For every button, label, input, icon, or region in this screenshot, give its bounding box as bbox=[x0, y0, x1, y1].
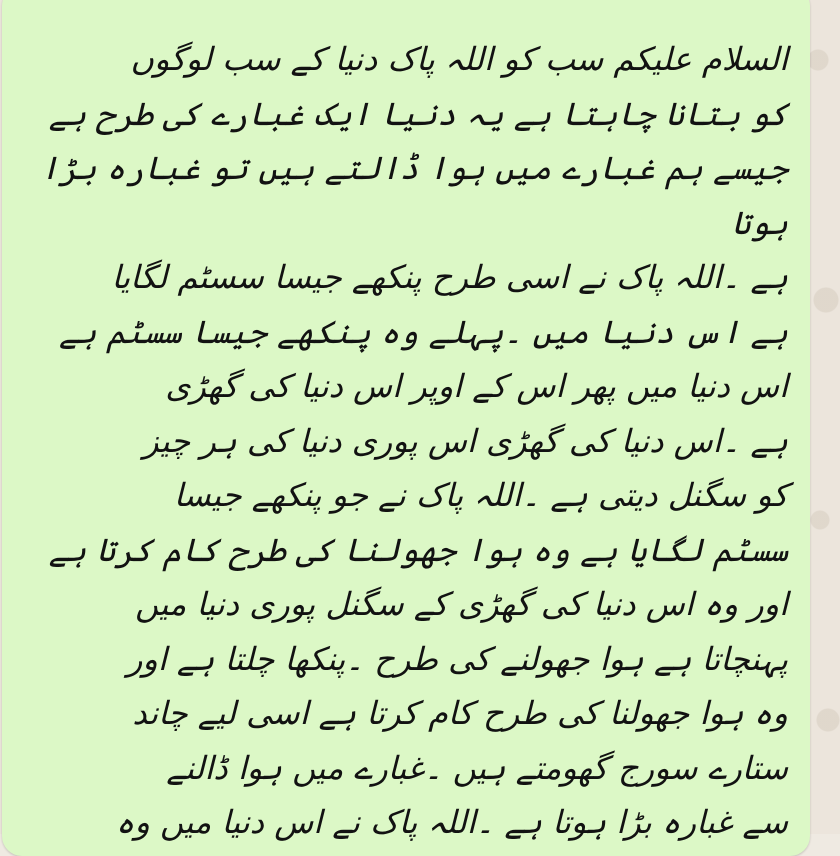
message-line: اور وہ اس دنیا کی گھڑی کے سگنل پوری دنیا میں bbox=[135, 585, 788, 623]
message-line: سے غبارہ بڑا ہوتا ہے ۔اللہ پاک نے اس دنیا میں وہ bbox=[115, 803, 788, 841]
message-line: ستارے سورج گھومتے ہیں ۔غبارے میں ہوا ڈالنے bbox=[166, 748, 788, 787]
message-line: اس دنیا میں پھر اس کے اوپر اس دنیا کی گھڑی bbox=[165, 367, 788, 405]
message-line: کو بتانا چاہتا ہے یہ دنیا ایک غبارے کی طرح ہے bbox=[48, 94, 788, 133]
message-line: جیسے ہم غبارے میں ہوا ڈالتے ہیں تو غبارہ بڑا ہوتا bbox=[40, 149, 788, 242]
message-line: ہے ۔اس دنیا کی گھڑی اس پوری دنیا کی ہر چیز bbox=[143, 421, 788, 460]
message-line: ہے اس دنیا میں ۔پہلے وہ پنکھے جیسا سسٹم ہے bbox=[58, 312, 788, 351]
message-line: پہنچاتا ہے ہوا جھولنے کی طرح ۔پنکھا چلتا ہے اور bbox=[126, 639, 788, 678]
message-text bbox=[36, 32, 788, 850]
message-line: السلام علیکم سب کو اللہ پاک دنیا کے سب لوگوں bbox=[130, 40, 788, 78]
message-line: وہ ہوا جھولنا کی طرح کام کرتا ہے اسی لیے چاند bbox=[132, 694, 788, 732]
incoming-message-bubble[interactable] bbox=[2, 0, 810, 856]
message-line: کو سگنل دیتی ہے ۔اللہ پاک نے جو پنکھے جیسا bbox=[173, 476, 788, 514]
message-line: سسٹم لگایا ہے وہ ہوا جھولنا کی طرح کام کرتا ہے bbox=[48, 530, 788, 569]
message-line: ہے ۔اللہ پاک نے اسی طرح پنکھے جیسا سسٹم لگایا bbox=[111, 258, 788, 296]
